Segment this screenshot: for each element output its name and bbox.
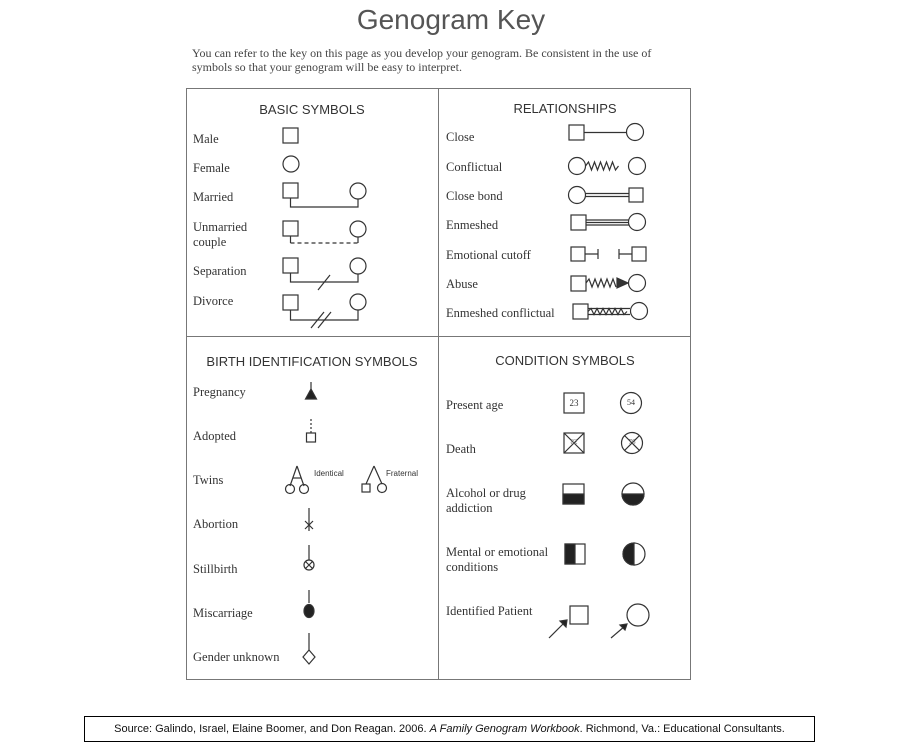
present-age-male-value: 23 (569, 398, 579, 408)
label-close-bond: Close bond (446, 189, 503, 203)
close-bond-symbol (569, 187, 644, 204)
twins-identical-symbol (286, 466, 309, 494)
label-male: Male (193, 132, 219, 146)
married-symbol (283, 183, 366, 207)
abortion-symbol (305, 508, 313, 531)
enmeshed-symbol (571, 214, 646, 231)
label-identified-patient: Identified Patient (446, 604, 533, 618)
addiction-male-symbol (563, 484, 584, 504)
male-symbol (283, 128, 298, 143)
twins-fraternal-symbol (362, 466, 387, 493)
label-unmarried-couple: Unmarried couple (193, 220, 248, 249)
label-pregnancy: Pregnancy (193, 385, 246, 399)
label-conflictual: Conflictual (446, 160, 503, 174)
label-mental-emotional-conditions: Mental or emotional conditions (446, 545, 549, 574)
stillbirth-symbol (304, 545, 314, 570)
separation-symbol (283, 258, 366, 290)
label-married: Married (193, 190, 234, 204)
conflictual-symbol (569, 158, 646, 175)
mental-condition-male-symbol (565, 544, 585, 564)
death-female-age: 76 (628, 438, 636, 446)
identified-patient-male-symbol (549, 606, 588, 638)
label-present-age: Present age (446, 398, 504, 412)
label-alcohol-drug-addiction: Alcohol or drug addiction (446, 486, 526, 515)
label-emotional-cutoff: Emotional cutoff (446, 248, 531, 262)
label-female: Female (193, 161, 230, 175)
condition-symbols-title: CONDITION SYMBOLS (495, 353, 635, 368)
unmarried-couple-symbol (283, 221, 366, 243)
source-book-title: A Family Genogram Workbook (429, 723, 580, 735)
label-identical: Identical (314, 469, 344, 478)
divorce-symbol (283, 294, 366, 328)
source-prefix: Source: Galindo, Israel, Elaine Boomer, and Don Reagan. 2006. (114, 723, 430, 735)
label-twins: Twins (193, 473, 224, 487)
source-suffix: . Richmond, Va.: Educational Consultants. (579, 723, 785, 735)
present-age-female-value: 54 (627, 398, 635, 407)
source-citation (84, 716, 815, 742)
emotional-cutoff-symbol (571, 247, 646, 261)
addiction-female-symbol (622, 483, 644, 505)
basic-symbols-title: BASIC SYMBOLS (259, 102, 365, 117)
label-enmeshed: Enmeshed (446, 218, 499, 232)
label-abortion: Abortion (193, 517, 239, 531)
label-enmeshed-conflictual: Enmeshed conflictual (446, 306, 555, 320)
label-stillbirth: Stillbirth (193, 562, 238, 576)
label-miscarriage: Miscarriage (193, 606, 253, 620)
label-gender-unknown: Gender unknown (193, 650, 280, 664)
close-symbol (569, 124, 644, 141)
label-divorce: Divorce (193, 294, 234, 308)
pregnancy-symbol (306, 382, 317, 399)
mental-condition-female-symbol (623, 543, 645, 565)
relationships-title: RELATIONSHIPS (513, 101, 617, 116)
label-abuse: Abuse (446, 277, 478, 291)
identified-patient-female-symbol (611, 604, 649, 638)
intro-text: You can refer to the key on this page as you develop your genogram. Be consistent in the use of symbols so that your genogram will be easy to interpret. (192, 46, 652, 74)
adopted-symbol (307, 419, 316, 442)
female-symbol (283, 156, 299, 172)
death-male-age: 82 (570, 438, 578, 446)
gender-unknown-symbol (303, 633, 315, 664)
label-close: Close (446, 130, 475, 144)
label-separation: Separation (193, 264, 247, 278)
abuse-symbol (571, 275, 646, 292)
label-death: Death (446, 442, 476, 456)
label-fraternal: Fraternal (386, 469, 419, 478)
enmeshed-conflictual-symbol (573, 303, 648, 320)
page-title: Genogram Key (356, 4, 546, 35)
label-adopted: Adopted (193, 429, 237, 443)
birth-symbols-title: BIRTH IDENTIFICATION SYMBOLS (206, 354, 418, 369)
miscarriage-symbol (304, 590, 314, 618)
